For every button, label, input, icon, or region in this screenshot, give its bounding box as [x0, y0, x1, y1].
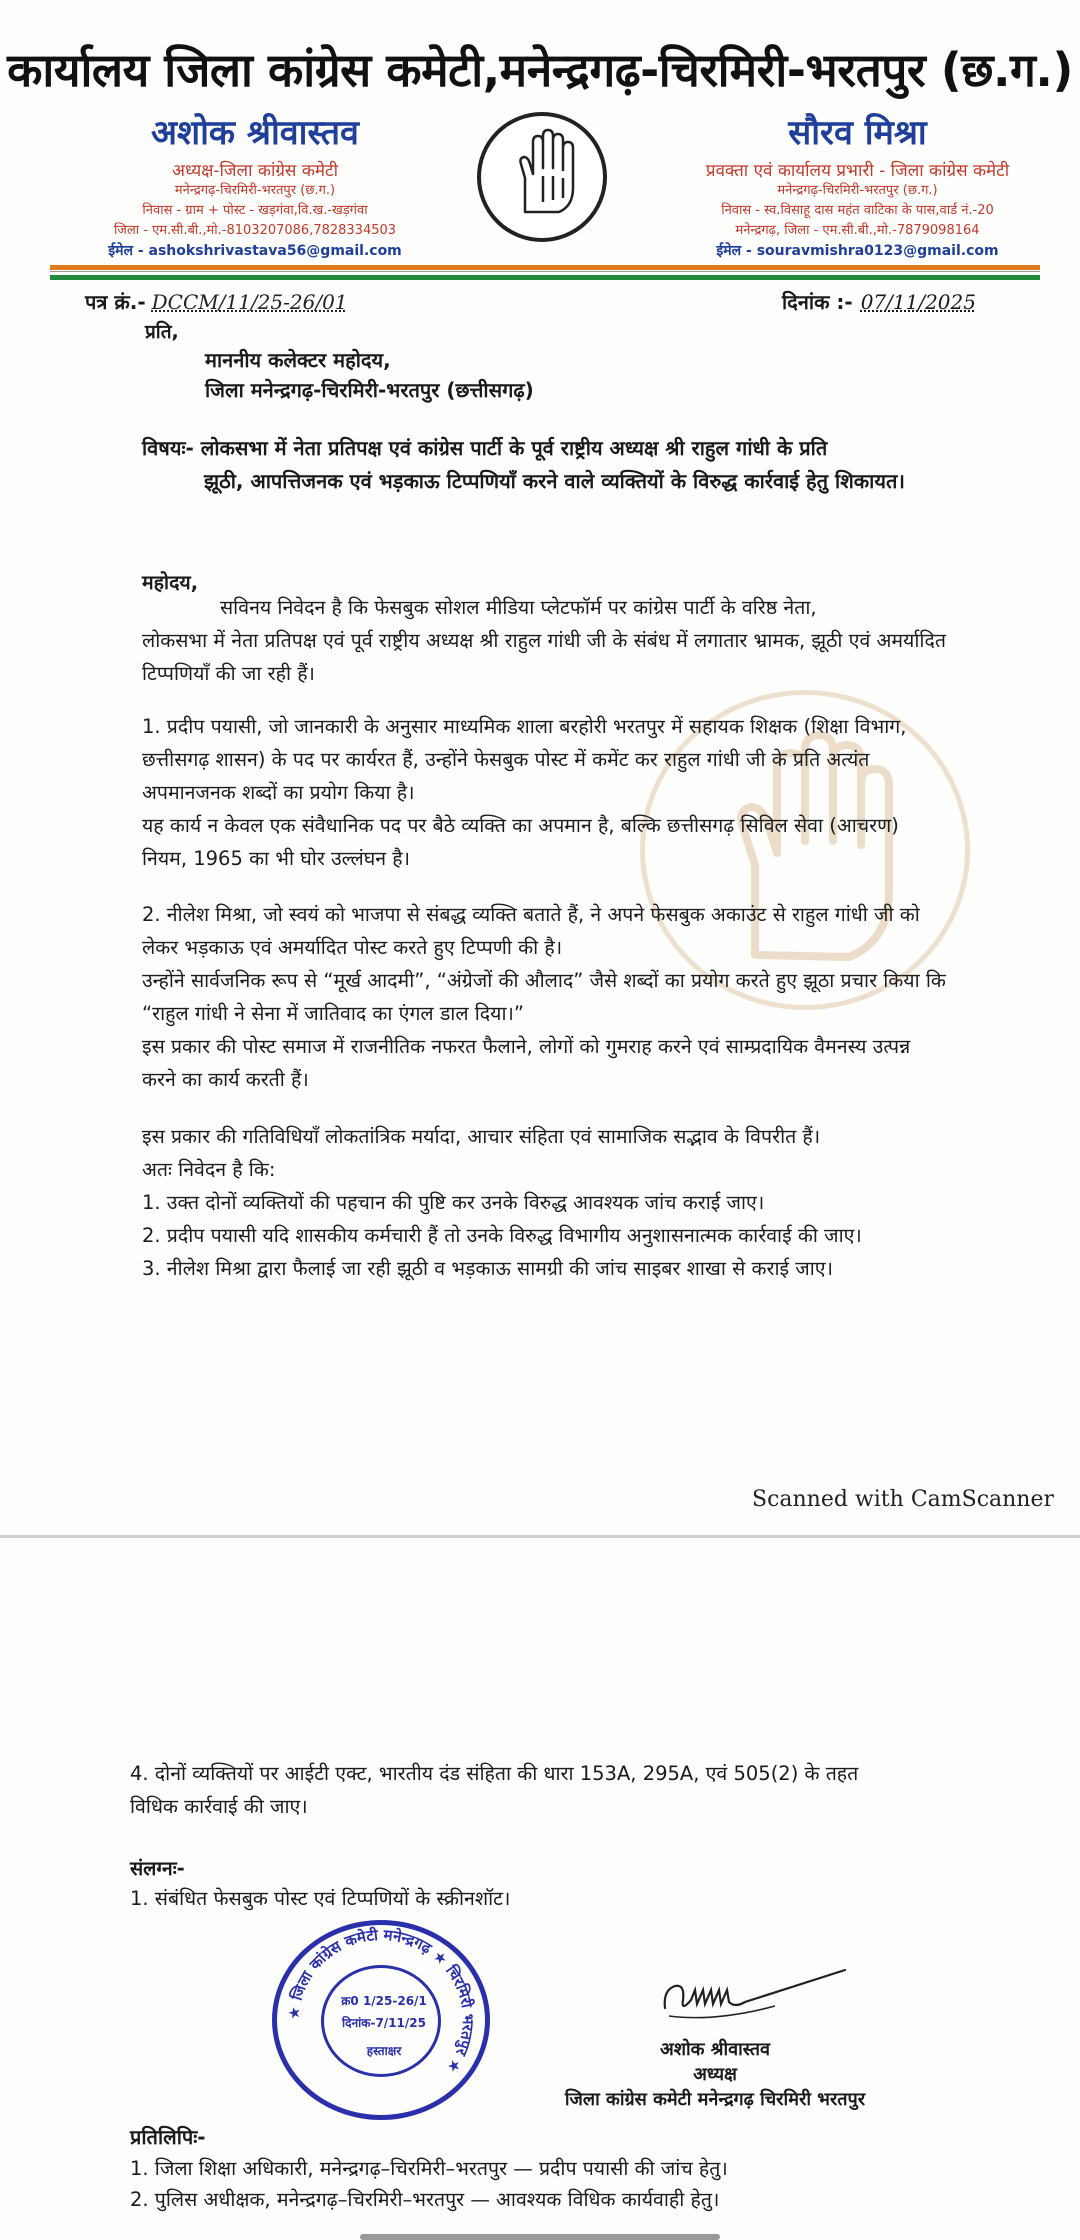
- left-name: अशोक श्रीवास्तव: [151, 113, 359, 153]
- to-label: प्रति,: [145, 321, 179, 343]
- signatory-name: अशोक श्रीवास्तव: [659, 2039, 771, 2060]
- point-2-text: 2. नीलेश मिश्रा, जो स्वयं को भाजपा से संबद्ध व्यक्ति बताते हैं, ने अपने फेसबुक अकाउंट से राहुल गांधी जी को लेकर भड़काऊ एवं अमर्यादित पोस्ट करते हुए टिप्पणी की है।: [142, 903, 920, 959]
- letterhead-rule-green: [50, 275, 1040, 280]
- point-2-paragraph: [142, 898, 948, 1096]
- intro-paragraph: [142, 591, 948, 690]
- congress-hand-logo-icon: [477, 112, 607, 242]
- left-role: अध्यक्ष-जिला कांग्रेस कमेटी: [171, 161, 339, 181]
- requests-paragraph: [142, 1120, 948, 1285]
- intro-first-line: सविनय निवेदन है कि फेसबुक सोशल मीडिया प्लेटफॉर्म पर कांग्रेस पार्टी के वरिष्ठ नेता,: [220, 596, 817, 619]
- copy-to-label: प्रतिलिपिः-: [130, 2125, 206, 2149]
- subject: [142, 432, 942, 498]
- seal-inner-circle: [321, 1965, 441, 2077]
- home-indicator-bar: [360, 2234, 720, 2240]
- scanner-watermark-text: Scanned with CamScanner: [752, 1487, 1055, 1512]
- addressee-line-2: जिला मनेन्द्रगढ़-चिरमिरी-भरतपुर (छत्तीसगढ़): [205, 378, 534, 402]
- office-seal-stamp: [272, 1920, 490, 2120]
- seal-ref: क्र0 1/25-26/1: [341, 1994, 427, 2008]
- copy-to-item: 2. पुलिस अधीक्षक, मनेन्द्रगढ़–चिरमिरी–भरतपुर — आवश्यक विधिक कार्यवाही हेतु।: [130, 2188, 720, 2211]
- request-label: अतः निवेदन है कि:: [142, 1158, 276, 1181]
- addressee-line-1: माननीय कलेक्टर महोदय,: [205, 348, 391, 372]
- request-item: 3. नीलेश मिश्रा द्वारा फैलाई जा रही झूठी व भड़काऊ सामग्री की जांच साइबर शाखा से कराई जाए।: [142, 1257, 833, 1280]
- subject-rest: झूठी, आपत्तिजनक एवं भड़काऊ टिप्पणियाँ करने वाले व्यक्तियों के विरुद्ध कार्रवाई हेतु शिकायत।: [204, 469, 905, 493]
- seal-date: दिनांक-7/11/25: [342, 2016, 426, 2030]
- reference-number: [85, 288, 348, 315]
- date-value: 07/11/2025: [860, 290, 976, 314]
- copy-to-list: [130, 2153, 728, 2215]
- subject-line-1: लोकसभा में नेता प्रतिपक्ष एवं कांग्रेस पार्टी के पूर्व राष्ट्रीय अध्यक्ष श्री राहुल गांधी के प्रति: [200, 436, 828, 460]
- addressee: [205, 345, 534, 405]
- date-label: दिनांक :-: [782, 290, 853, 314]
- signatory-org: जिला कांग्रेस कमेटी मनेन्द्रगढ़ चिरमिरी भरतपुर: [564, 2089, 866, 2110]
- request-item: 2. प्रदीप पयासी यदि शासकीय कर्मचारी हैं तो उनके विरुद्ध विभागीय अनुशासनात्मक कार्रवाई की जाए।: [142, 1224, 862, 1247]
- letterhead-rule-white: [50, 271, 1040, 274]
- point-2-quote: उन्होंने सार्वजनिक रूप से “मूर्ख आदमी”, “अंग्रेजों की औलाद” जैसे शब्दों का प्रयोग करते हुए झूठा प्रचार किया कि “राहुल गांधी ने सेना में जातिवाद का एंगल डाल दिया।”: [142, 969, 946, 1025]
- left-address: निवास - ग्राम + पोस्ट - खड़गंवा,वि.ख.-खड़गंवा: [142, 203, 368, 218]
- reference-value: DCCM/11/25-26/01: [151, 290, 348, 314]
- request-item: 1. उक्त दोनों व्यक्तियों की पहचान की पुष्टि कर उनके विरुद्ध आवश्यक जांच कराई जाए।: [142, 1191, 765, 1214]
- right-name: सौरव मिश्रा: [788, 113, 927, 153]
- handwritten-signature: [655, 1960, 855, 2036]
- left-place: मनेन्द्रगढ़-चिरमिरी-भरतपुर (छ.ग.): [174, 183, 336, 198]
- svg-text:★ जिला कांग्रेस कमेटी मनेन्द्र: ★ जिला कांग्रेस कमेटी मनेन्द्रगढ़ ★ चिरमिरी भरतपुर ★: [284, 1925, 478, 2077]
- request-item-4: 4. दोनों व्यक्तियों पर आईटी एक्ट, भारतीय दंड संहिता की धारा 153A, 295A, एवं 505(2) के तहत विधिक कार्रवाई की जाए।: [130, 1762, 859, 1818]
- left-email: ईमेल - ashokshrivastava56@gmail.com: [108, 243, 402, 259]
- subject-label: विषयः-: [142, 436, 194, 460]
- copy-to-item: 1. जिला शिक्षा अधिकारी, मनेन्द्रगढ़–चिरमिरी–भरतपुर — प्रदीप पयासी की जांच हेतु।: [130, 2157, 728, 2180]
- point-1-followup: यह कार्य न केवल एक संवैधानिक पद पर बैठे व्यक्ति का अपमान है, बल्कि छत्तीसगढ़ सिविल सेवा (आचरण) नियम, 1965 का भी घोर उल्लंघन है।: [142, 814, 899, 870]
- point-1-paragraph: [142, 710, 948, 875]
- salutation: महोदय,: [142, 571, 199, 594]
- left-phone: जिला - एम.सी.बी.,मो.-8103207086,7828334503: [113, 223, 397, 238]
- letter-date: [782, 288, 976, 315]
- right-email: ईमेल - souravmishra0123@gmail.com: [716, 243, 999, 259]
- right-address: निवास - स्व.विसाहू दास महंत वाटिका के पास,वार्ड नं.-20: [721, 203, 994, 218]
- reference-label: पत्र क्रं.-: [85, 290, 146, 314]
- signatory-title: अध्यक्ष: [693, 2064, 737, 2085]
- right-role: प्रवक्ता एवं कार्यालय प्रभारी - जिला कांग्रेस कमेटी: [705, 161, 1010, 181]
- point-2-impact: इस प्रकार की पोस्ट समाज में राजनीतिक नफरत फैलाने, लोगों को गुमराह करने एवं साम्प्रदायिक वैमनस्य उत्पन्न करने का कार्य करती हैं।: [142, 1035, 911, 1091]
- signature-block: [550, 2037, 880, 2112]
- conclusion: इस प्रकार की गतिविधियाँ लोकतांत्रिक मर्यादा, आचार संहिता एवं सामाजिक सद्भाव के विपरीत हैं।: [142, 1125, 821, 1148]
- letterhead-left-block: [60, 108, 450, 261]
- point-1-text: 1. प्रदीप पयासी, जो जानकारी के अनुसार माध्यमिक शाला बरहोरी भरतपुर में सहायक शिक्षक (शिक्षा विभाग, छत्तीसगढ़ शासन) के पद पर कार्यरत हैं, उन्होंने फेसबुक पोस्ट में कमेंट कर राहुल गांधी जी के प्रति अत्यंत अपमानजनक शब्दों का प्रयोग किया है।: [142, 715, 907, 804]
- letterhead-right-block: [660, 108, 1055, 261]
- letterhead-rule-saffron: [50, 265, 1040, 270]
- letterhead-title: कार्यालय जिला कांग्रेस कमेटी,मनेन्द्रगढ़-चिरमिरी-भरतपुर (छ.ग.): [7, 43, 1073, 97]
- right-phone: मनेन्द्रगढ़, जिला - एम.सी.बी.,मो.-7879098164: [735, 223, 980, 238]
- enclosure-label: संलग्नः-: [130, 1857, 185, 1880]
- right-place: मनेन्द्रगढ़-चिरमिरी-भरतपुर (छ.ग.): [777, 183, 938, 198]
- seal-sign-label: हस्ताक्षर: [366, 2044, 402, 2058]
- enclosure-item: 1. संबंधित फेसबुक पोस्ट एवं टिप्पणियों के स्क्रीनशॉट।: [130, 1887, 511, 1910]
- intro-rest: लोकसभा में नेता प्रतिपक्ष एवं पूर्व राष्ट्रीय अध्यक्ष श्री राहुल गांधी जी के संबंध में लगातार भ्रामक, झूठी एवं अमर्यादित टिप्पणियाँ की जा रही हैं।: [142, 629, 946, 685]
